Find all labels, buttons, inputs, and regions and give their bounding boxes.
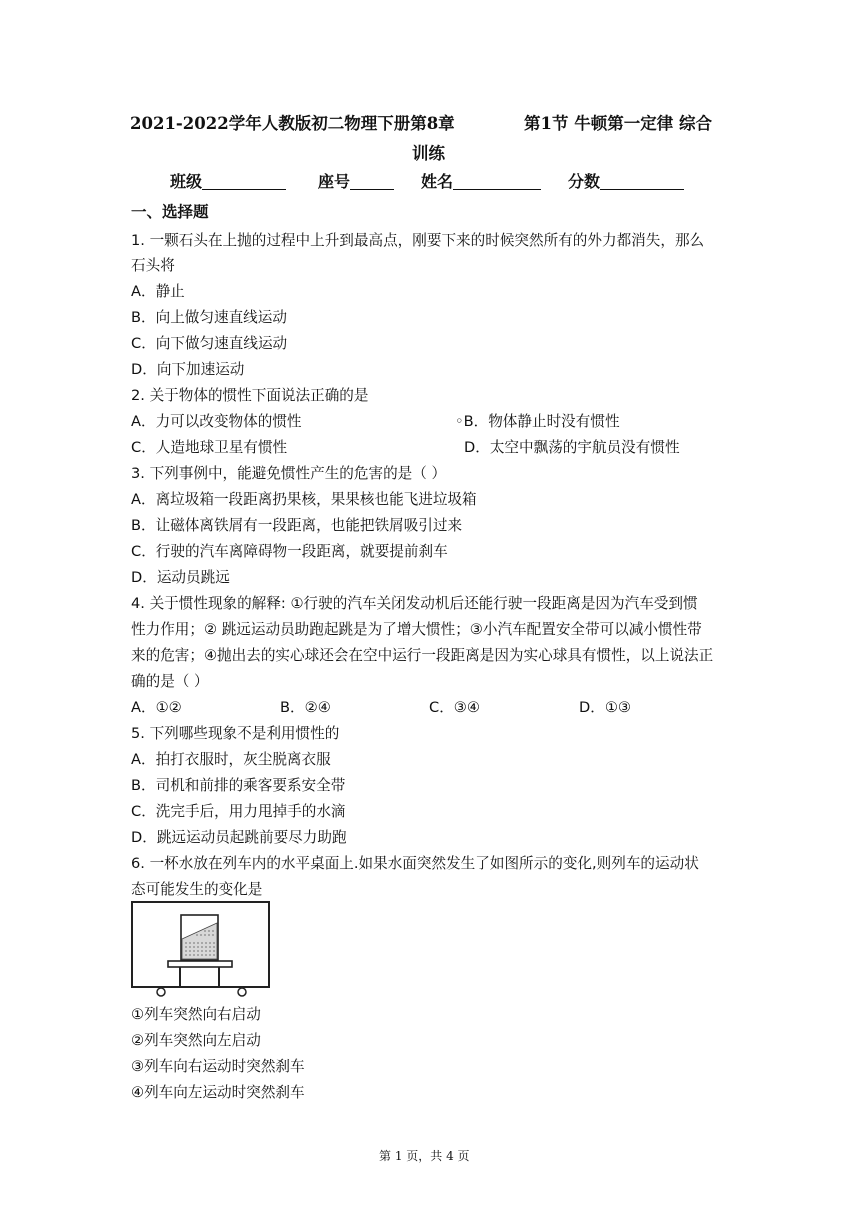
q2-option-d: D．太空中飘荡的宇航员没有惯性 (464, 439, 680, 456)
q4-stem-line1: 4. 关于惯性现象的解释: ①行驶的汽车关闭发动机后还能行驶一段距离是因为汽车受到惯 (131, 595, 698, 612)
class-blank[interactable] (202, 173, 286, 190)
q3-option-c: C．行驶的汽车离障碍物一段距离，就要提前刹车 (131, 543, 448, 560)
title-right: 第1节 牛顿第一定律 综合 (524, 114, 712, 133)
name-blank[interactable] (453, 173, 541, 190)
class-label: 班级 (170, 172, 203, 191)
q4-stem-line3: 来的危害；④抛出去的实心球还会在空中运行一段距离是因为实心球具有惯性，以上说法正 (131, 647, 714, 664)
q5-stem: 5. 下列哪些现象不是利用惯性的 (131, 725, 340, 742)
q1-option-b: B．向上做匀速直线运动 (131, 309, 287, 326)
q2-option-a: A．力可以改变物体的惯性 (131, 413, 302, 430)
q1-stem-line2: 石头将 (131, 257, 175, 274)
q1-stem-line1: 1. 一颗石头在上抛的过程中上升到最高点，刚要下来的时候突然所有的外力都消失，那么 (131, 232, 705, 249)
q1-option-d: D．向下加速运动 (131, 361, 245, 378)
q4-option-d: D．①③ (579, 699, 631, 716)
page-footer: 第 1 页，共 4 页 (379, 1149, 470, 1163)
q2-stem: 2. 关于物体的惯性下面说法正确的是 (131, 387, 369, 404)
q6-stem-line1: 6. 一杯水放在列车内的水平桌面上.如果水面突然发生了如图所示的变化,则列车的运动状 (131, 855, 699, 872)
q4-option-c: C．③④ (429, 699, 480, 716)
name-field (421, 169, 541, 192)
q1-option-c: C．向下做匀速直线运动 (131, 335, 288, 352)
q6-option-2: ②列车突然向左启动 (131, 1032, 261, 1049)
score-blank[interactable] (600, 173, 684, 190)
seat-label: 座号 (318, 172, 351, 191)
q6-option-4: ④列车向左运动时突然刹车 (131, 1084, 305, 1101)
q5-option-a: A．拍打衣服时，灰尘脱离衣服 (131, 751, 331, 768)
q5-option-d: D．跳远运动员起跳前要尽力助跑 (131, 829, 347, 846)
title-continuation: 训练 (412, 144, 445, 163)
q3-option-a: A．离垃圾箱一段距离扔果核，果果核也能飞进垃圾箱 (131, 491, 477, 508)
name-label: 姓名 (421, 172, 454, 191)
train-water-cup-figure (130, 900, 272, 998)
q3-option-b: B．让磁体离铁屑有一段距离，也能把铁屑吸引过来 (131, 517, 463, 534)
q4-option-b: B．②④ (280, 699, 331, 716)
seat-blank[interactable] (350, 173, 394, 190)
q4-option-a: A．①② (131, 699, 182, 716)
q3-stem: 3. 下列事例中，能避免惯性产生的危害的是（ ） (131, 465, 447, 482)
score-field (568, 169, 684, 192)
q2-option-b: ◦B．物体静止时没有惯性 (455, 413, 620, 430)
q6-stem-line2: 态可能发生的变化是 (131, 881, 263, 898)
q6-option-1: ①列车突然向右启动 (131, 1006, 261, 1023)
section-heading: 一、选择题 (131, 203, 209, 221)
q4-stem-line4: 确的是（ ） (131, 673, 209, 690)
q4-stem-line2: 性力作用；② 跳远运动员助跑起跳是为了增大惯性；③小汽车配置安全带可以减小惯性带 (131, 621, 702, 638)
seat-field (318, 169, 394, 192)
q5-option-b: B．司机和前排的乘客要系安全带 (131, 777, 346, 794)
q6-option-3: ③列车向右运动时突然刹车 (131, 1058, 305, 1075)
class-field (170, 169, 286, 192)
score-label: 分数 (568, 172, 601, 191)
title-left: 2021-2022学年人教版初二物理下册第8章 (130, 114, 455, 133)
q5-option-c: C．洗完手后，用力甩掉手的水滴 (131, 803, 346, 820)
q1-option-a: A．静止 (131, 283, 185, 300)
q3-option-d: D．运动员跳远 (131, 569, 230, 586)
q2-option-c: C．人造地球卫星有惯性 (131, 439, 288, 456)
